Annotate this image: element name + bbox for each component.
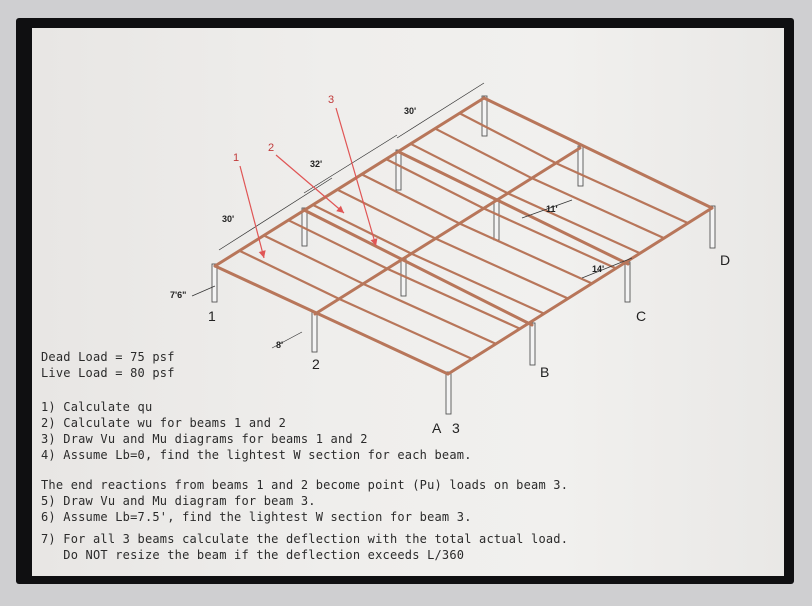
column <box>710 206 715 248</box>
joist <box>411 254 544 314</box>
joist <box>337 190 435 239</box>
document-sheet <box>32 28 784 576</box>
joist <box>264 235 363 283</box>
column-label-a: A <box>432 420 442 436</box>
dim-opening-14: 14' <box>592 264 605 274</box>
column <box>396 150 401 190</box>
dead-load-text: Dead Load = 75 psf <box>41 350 175 364</box>
column <box>212 264 217 302</box>
joist <box>435 239 568 299</box>
column-label-c: C <box>636 308 647 324</box>
beam-label-2: 2 <box>268 142 275 154</box>
edge-north-east <box>484 98 712 208</box>
column <box>625 262 630 302</box>
dim-left-span: 30' <box>222 214 235 224</box>
joist <box>556 163 688 223</box>
live-load-text: Live Load = 80 psf <box>41 366 175 380</box>
girder-line-3 <box>448 208 712 374</box>
dim-top-span: 30' <box>404 106 417 116</box>
column-label-d: D <box>720 252 731 268</box>
column <box>312 312 317 352</box>
column-label-b: B <box>540 364 550 380</box>
task-5: 5) Draw Vu and Mu diagram for beam 3. <box>41 494 316 508</box>
edge-south-west <box>215 266 448 374</box>
joist <box>460 113 556 163</box>
joist <box>363 284 496 344</box>
beams <box>215 98 712 374</box>
dim-spacing-8: 8' <box>276 340 284 350</box>
column-label-1: 1 <box>208 308 216 324</box>
column <box>494 200 499 240</box>
joist <box>339 299 472 359</box>
task-1: 1) Calculate qu <box>41 400 153 414</box>
dim-bay-7-6: 7'6" <box>170 290 187 300</box>
beam-label-3: 3 <box>328 94 335 106</box>
task-3: 3) Draw Vu and Mu diagrams for beams 1 and 2 <box>41 432 368 446</box>
column-label-a3: 3 <box>452 420 460 436</box>
joist <box>239 251 339 299</box>
column-label-2: 2 <box>312 356 320 372</box>
column <box>530 323 535 365</box>
column <box>482 96 487 136</box>
task-6: 6) Assume Lb=7.5', find the lightest W section for beam 3. <box>41 510 472 524</box>
dim-mid-span: 32' <box>310 159 323 169</box>
joist <box>484 208 616 268</box>
task-2: 2) Calculate wu for beams 1 and 2 <box>41 416 287 430</box>
dim-opening-11: 11' <box>546 204 558 214</box>
joist <box>411 144 508 193</box>
column <box>446 372 451 414</box>
joist <box>387 269 520 329</box>
task-7-line-2: Do NOT resize the beam if the deflection exceeds L/360 <box>41 548 465 562</box>
joist <box>313 205 412 254</box>
task-7-line-1: 7) For all 3 beams calculate the deflection with the total actual load. <box>41 532 569 546</box>
girder-line-1 <box>215 98 484 266</box>
joist <box>362 174 460 223</box>
end-reactions-text: The end reactions from beams 1 and 2 become point (Pu) loads on beam 3. <box>41 478 569 492</box>
joist <box>508 193 640 253</box>
beam-label-1: 1 <box>233 152 240 164</box>
column <box>578 146 583 186</box>
dimension-lines <box>192 83 632 348</box>
task-4: 4) Assume Lb=0, find the lightest W section for each beam. <box>41 448 472 462</box>
joist <box>460 223 592 283</box>
